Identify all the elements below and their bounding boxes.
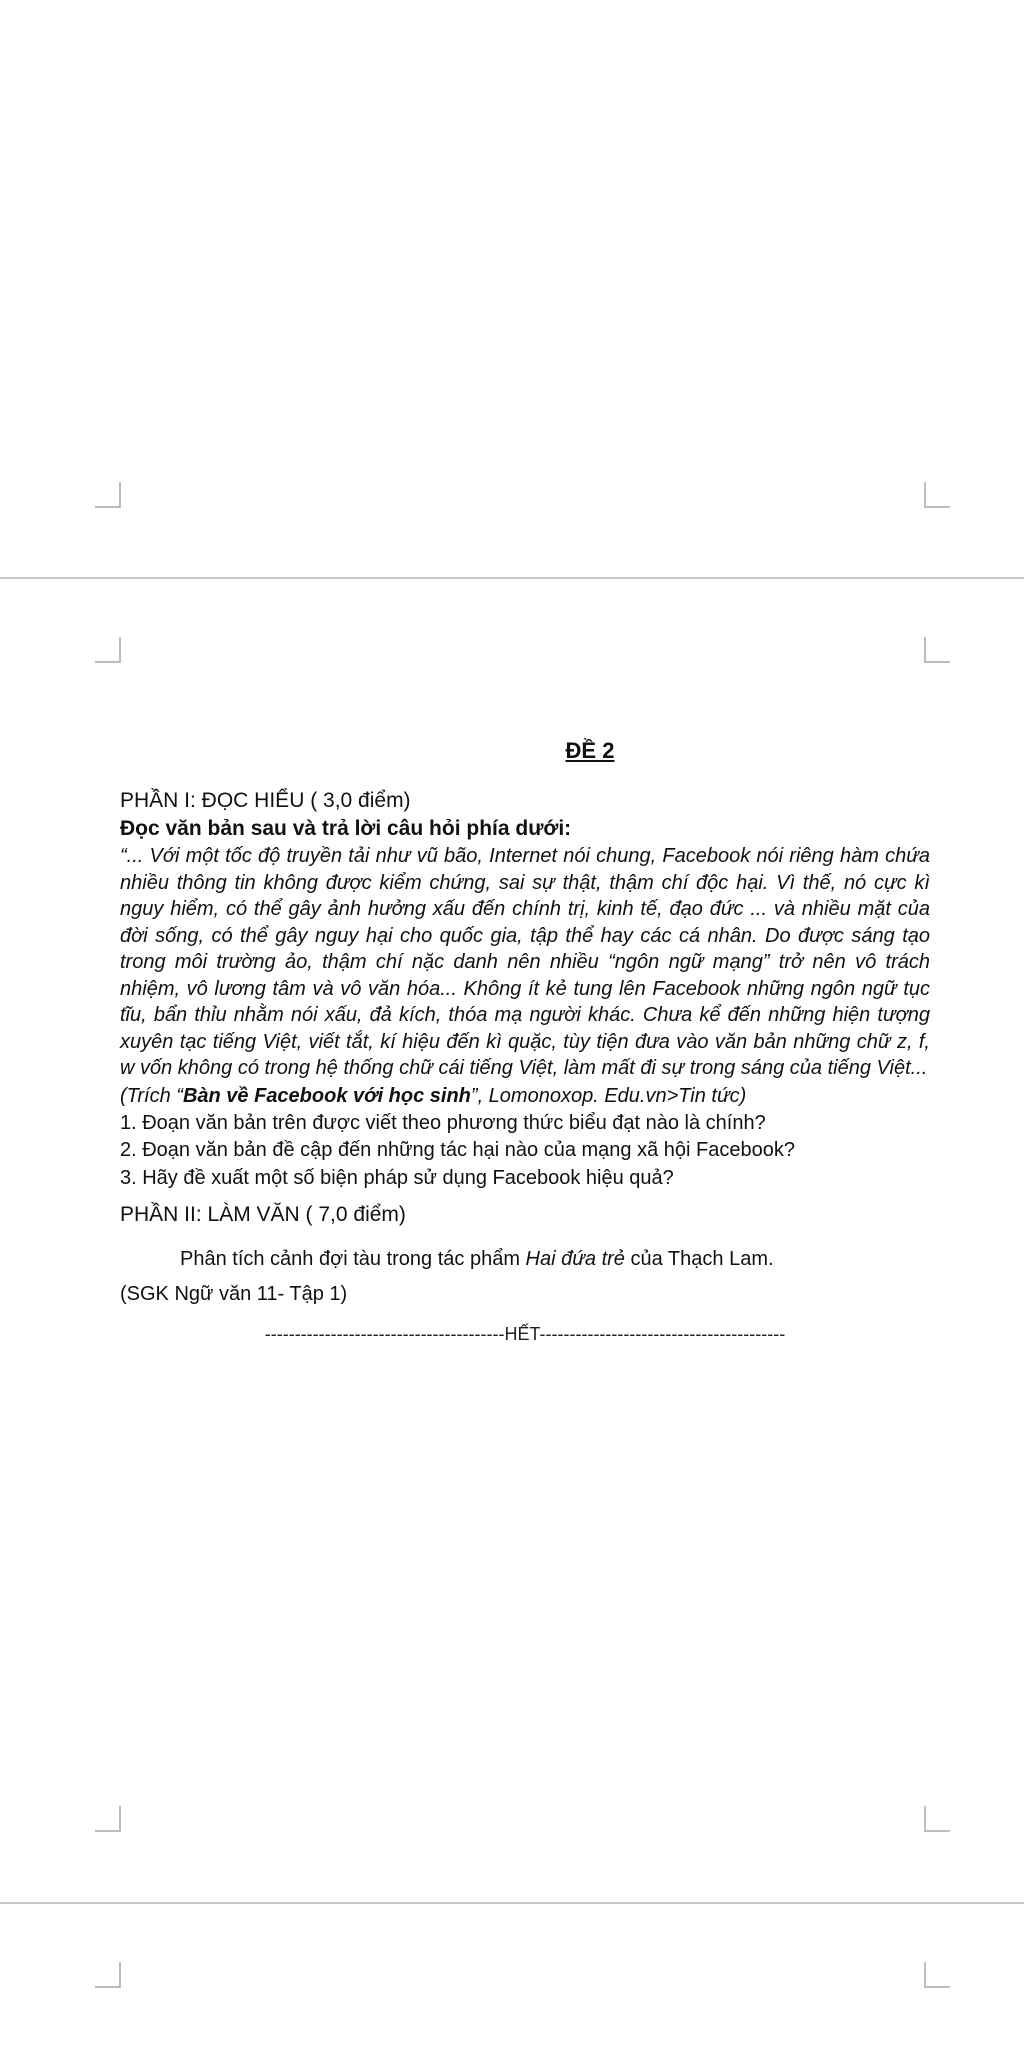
page-corner-mark <box>95 637 121 663</box>
page-corner-mark <box>95 1962 121 1988</box>
exam-title: ĐỀ 2 <box>565 738 615 763</box>
part1-heading: PHẦN I: ĐỌC HIỂU ( 3,0 điểm) <box>120 789 411 812</box>
end-marker: ----------------------------------------HẾT----------------------------------------- <box>264 1324 786 1344</box>
document-page <box>120 738 930 1347</box>
passage-citation <box>120 1082 930 1110</box>
essay-work-title: Hai đứa trẻ <box>525 1248 625 1270</box>
essay-suffix: của Thạch Lam. <box>624 1248 774 1270</box>
citation-title: Bàn về Facebook với học sinh <box>182 1084 471 1107</box>
reading-passage: “... Với một tốc độ truyền tải như vũ bão, Internet nói chung, Facebook nói riêng hàm chứa nhiều thông tin không được kiểm chứng, sai sự thật, thậm chí độc hại. Vì thế, nó cực kì nguy hiểm, có thể gây ảnh hưởng xấu đến chính trị, kinh tế, đạo đức ... và nhiều mặt của đời sống, có thể gây nguy hại cho quốc gia, tập thể hay các cá nhân. Do được sáng tạo trong môi trường ảo, thậm chí nặc danh nên nhiều “ngôn ngữ mạng” trở nên vô trách nhiệm, vô lương tâm và vô văn hóa... Không ít kẻ tung lên Facebook những ngôn ngữ tục tĩu, bẩn thỉu nhằm nói xấu, đả kích, thóa mạ người khác. Chưa kể đến những hiện tượng xuyên tạc tiếng Việt, viết tắt, kí hiệu đến kì quặc, tùy tiện đưa vào văn bản những chữ z, f, w vốn không có trong hệ thống chữ cái tiếng Việt, làm mất đi sự trong sáng của tiếng Việt... <box>120 845 930 1079</box>
essay-prefix: Phân tích cảnh đợi tàu trong tác phẩm <box>180 1248 526 1270</box>
page-corner-mark <box>924 1962 950 1988</box>
page-corner-mark <box>95 482 121 508</box>
question-1: 1. Đoạn văn bản trên được viết theo phương thức biểu đạt nào là chính? <box>120 1111 766 1134</box>
page-corner-mark <box>95 1806 121 1832</box>
question-3: 3. Hãy đề xuất một số biện pháp sử dụng Facebook hiệu quả? <box>120 1166 674 1189</box>
part2-heading: PHẦN II: LÀM VĂN ( 7,0 điểm) <box>120 1203 406 1226</box>
page-corner-mark <box>924 1806 950 1832</box>
essay-prompt <box>120 1239 930 1279</box>
question-2: 2. Đoạn văn bản đề cập đến những tác hại nào của mạng xã hội Facebook? <box>120 1139 795 1161</box>
citation-prefix: (Trích “ <box>120 1084 183 1107</box>
part2-section <box>120 1200 930 1309</box>
citation-suffix: ”, Lomonoxop. Edu.vn>Tin tức) <box>470 1084 747 1107</box>
page-corner-mark <box>924 482 950 508</box>
reading-instruction: Đọc văn bản sau và trả lời câu hỏi phía dưới: <box>120 817 572 840</box>
essay-source: (SGK Ngữ văn 11- Tập 1) <box>120 1283 348 1305</box>
page-corner-mark <box>924 637 950 663</box>
page-separator <box>0 577 1024 579</box>
page-separator <box>0 1902 1024 1904</box>
